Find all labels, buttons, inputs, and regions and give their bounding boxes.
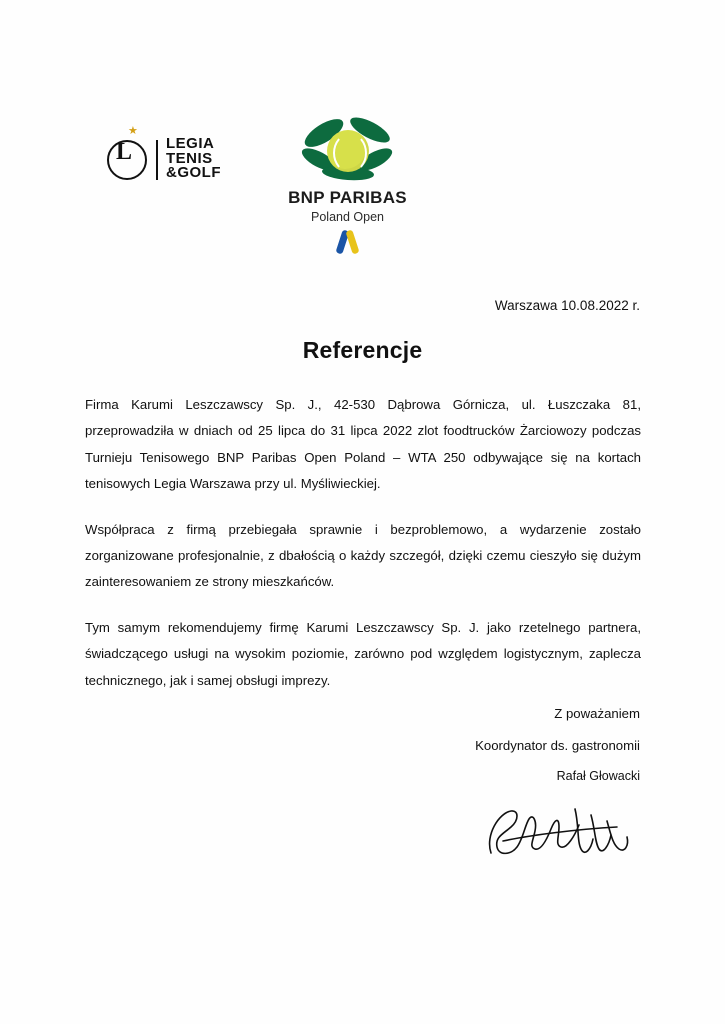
legia-wordmark-line2: TENIS xyxy=(166,149,213,167)
page-title: Referencje xyxy=(302,337,423,363)
legia-monogram: L xyxy=(115,138,132,165)
legia-tenis-golf-logo xyxy=(104,125,244,194)
signature-block xyxy=(475,698,640,791)
legia-divider xyxy=(156,140,158,180)
closing-line: Z poważaniem xyxy=(554,706,640,721)
signer-name: Rafał Głowacki xyxy=(556,769,640,784)
paragraph-2: Współpraca z firmą przebiegała sprawnie i bezproblemowo, a wydarzenie zostało zorganizowane profesjonalnie, z dbałością o każdy szczegół, dzięki czemu cieszyło się dużym zainteresowaniem ze strony mieszkańców. xyxy=(85,521,641,590)
handwritten-signature xyxy=(483,795,633,865)
bnp-paribas-poland-open-logo xyxy=(280,122,415,247)
signer-role: Koordynator ds. gastronomii xyxy=(475,737,640,753)
bnp-tennis-ball-icon xyxy=(300,122,396,184)
document-body xyxy=(85,392,641,713)
star-icon: ★ xyxy=(128,125,138,137)
legia-wordmark-line1: LEGIA xyxy=(166,135,215,152)
document-date: Warszawa 10.08.2022 r. xyxy=(494,298,640,313)
logo-header xyxy=(104,122,414,247)
legia-wordmark-line3: &GOLF xyxy=(166,164,221,182)
paragraph-3: Tym samym rekomendujemy firmę Karumi Leszczawscy Sp. J. jako rzetelnego partnera, świadczącego usługi na wysokim poziomie, zarówno pod względem logistycznym, zaplecza technicznego, jak i samej obsługi imprezy. xyxy=(85,619,641,688)
legia-wordmark xyxy=(166,137,221,181)
bnp-title: BNP PARIBAS xyxy=(288,188,407,207)
paragraph-1: Firma Karumi Leszczawscy Sp. J., 42-530 Dąbrowa Górnicza, ul. Łuszczaka 81, przeprowadziła w dniach od 25 lipca do 31 lipca 2022 zlot foodtrucków Żarciowozy podczas Turnieju Tenisowego BNP Paribas Open Poland – WTA 250 odbywające się na kortach tenisowych Legia Warszawa przy ul. Myśliwieckiej. xyxy=(85,397,641,492)
tennis-ball-icon xyxy=(327,130,369,172)
ribbon-yellow-stripe xyxy=(345,230,359,255)
ukraine-ribbon-icon xyxy=(333,230,363,256)
bnp-subtitle: Poland Open xyxy=(311,210,384,224)
